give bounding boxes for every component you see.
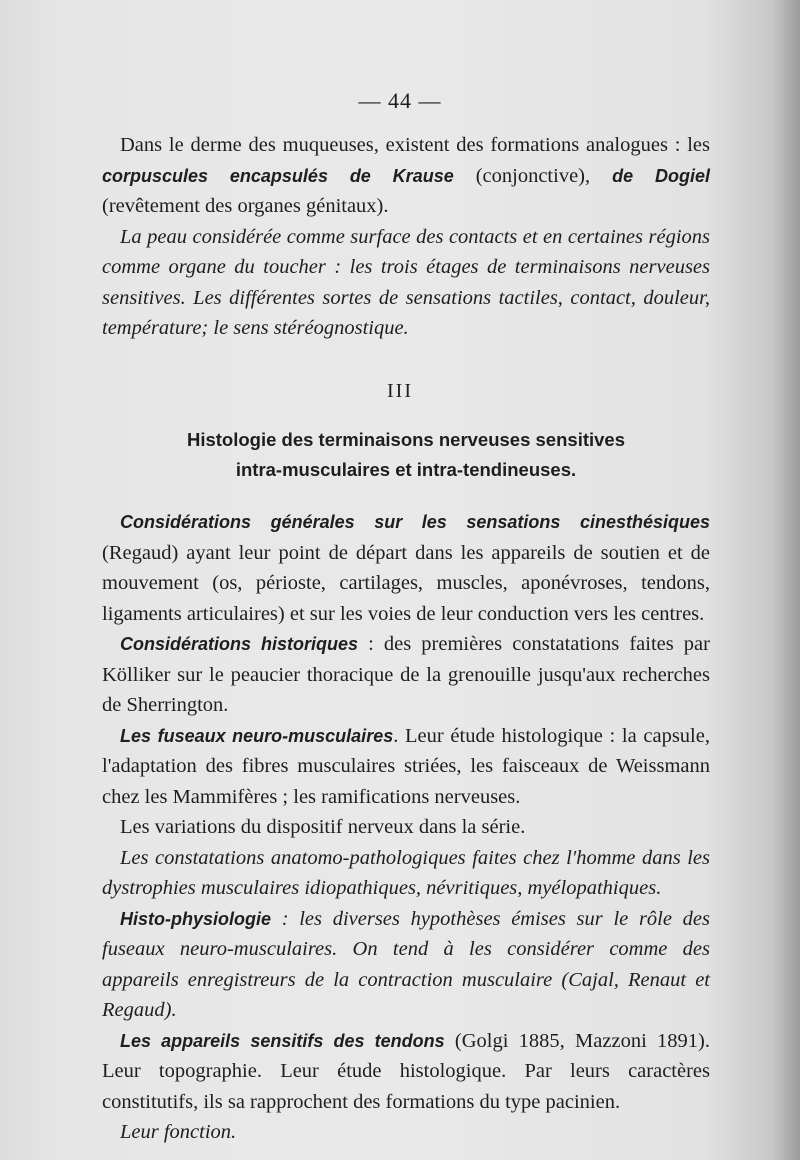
fuseaux-term: Les fuseaux neuro-musculaires — [120, 725, 394, 746]
tendons-text: (Golgi 1885, Mazzoni 1891). Leur topographie. Leur étude histologique. Par leurs caractères constitutifs, ils sa rapprochent des formations du type pacinien. — [102, 1029, 710, 1113]
paragraph-historiques — [102, 629, 710, 721]
histo-physiologie-text: : les diverses hypothèses émises sur le rôle des fuseaux neuro-musculaires. On tend à les considérer comme des appareils enregistreurs de la contraction musculaire (Cajal, Renaut et Regaud). — [102, 907, 710, 1021]
intro-text-1: Dans le derme des muqueuses, existent des formations analogues : les — [120, 134, 710, 156]
cinesthesiques-text: (Regaud) ayant leur point de départ dans les appareils de soutien et de mouvement (os, périoste, cartilages, muscles, aponévroses, tendons, ligaments articulaires) et sur les voies de leur conduction vers les centres. — [102, 541, 710, 625]
histo-physiologie-term: Histo-physiologie — [120, 908, 272, 929]
krause-term: corpuscules encapsulés de Krause — [102, 165, 454, 186]
paragraph-cinesthesiques — [102, 507, 710, 629]
page-number: — 44 — — [358, 88, 442, 113]
intro-text-2: (conjonctive), — [453, 164, 613, 187]
paragraph-histo-physiologie — [102, 904, 710, 1026]
paragraph-constatations: Les constatations anatomo-pathologiques faites chez l'homme dans les dystrophies musculaires idiopathiques, névritiques, myélopathiques. — [102, 846, 710, 899]
historiques-text: : des premières constatations faites par Kölliker sur le peaucier thoracique de la grenouille jusqu'aux recherches de Sherrington. — [102, 633, 710, 716]
fuseaux-text: . Leur étude histologique : la capsule, l'adaptation des fibres musculaires striées, les faisceaux de Weissmann chez les Mammifères ; les ramifications nerveuses. — [102, 724, 710, 808]
body-block — [102, 507, 710, 1148]
historiques-term: Considérations historiques — [120, 634, 358, 654]
section-title-line-2: intra-musculaires et intra-tendineuses. — [235, 459, 577, 480]
dogiel-term: de Dogiel — [612, 165, 710, 186]
section-numeral: III — [387, 380, 413, 402]
intro-block — [102, 130, 710, 344]
paragraph-tendons — [102, 1026, 710, 1118]
intro-text-3: (revêtement des organes génitaux). — [102, 195, 389, 217]
page-edge-shadow — [772, 0, 800, 1160]
paragraph-fuseaux — [102, 721, 710, 813]
section-title-line-1: Histologie des terminaisons nerveuses sensitives — [186, 429, 625, 450]
intro-paragraph-1 — [102, 130, 710, 222]
section-heading — [102, 425, 710, 485]
paragraph-fonction: Leur fonction. — [120, 1121, 237, 1143]
paragraph-variations: Les variations du dispositif nerveux dans la série. — [120, 816, 526, 838]
cinesthesiques-term: Considérations générales sur les sensations cinesthésiques — [120, 512, 710, 532]
intro-paragraph-2: La peau considérée comme surface des contacts et en certaines régions comme organe du toucher : les trois étages de terminaisons nerveuses sensitives. Les différentes sortes de sensations tactiles, contact, douleur, température; le sens stéréognostique. — [102, 225, 710, 339]
tendons-term: Les appareils sensitifs des tendons — [120, 1030, 445, 1051]
